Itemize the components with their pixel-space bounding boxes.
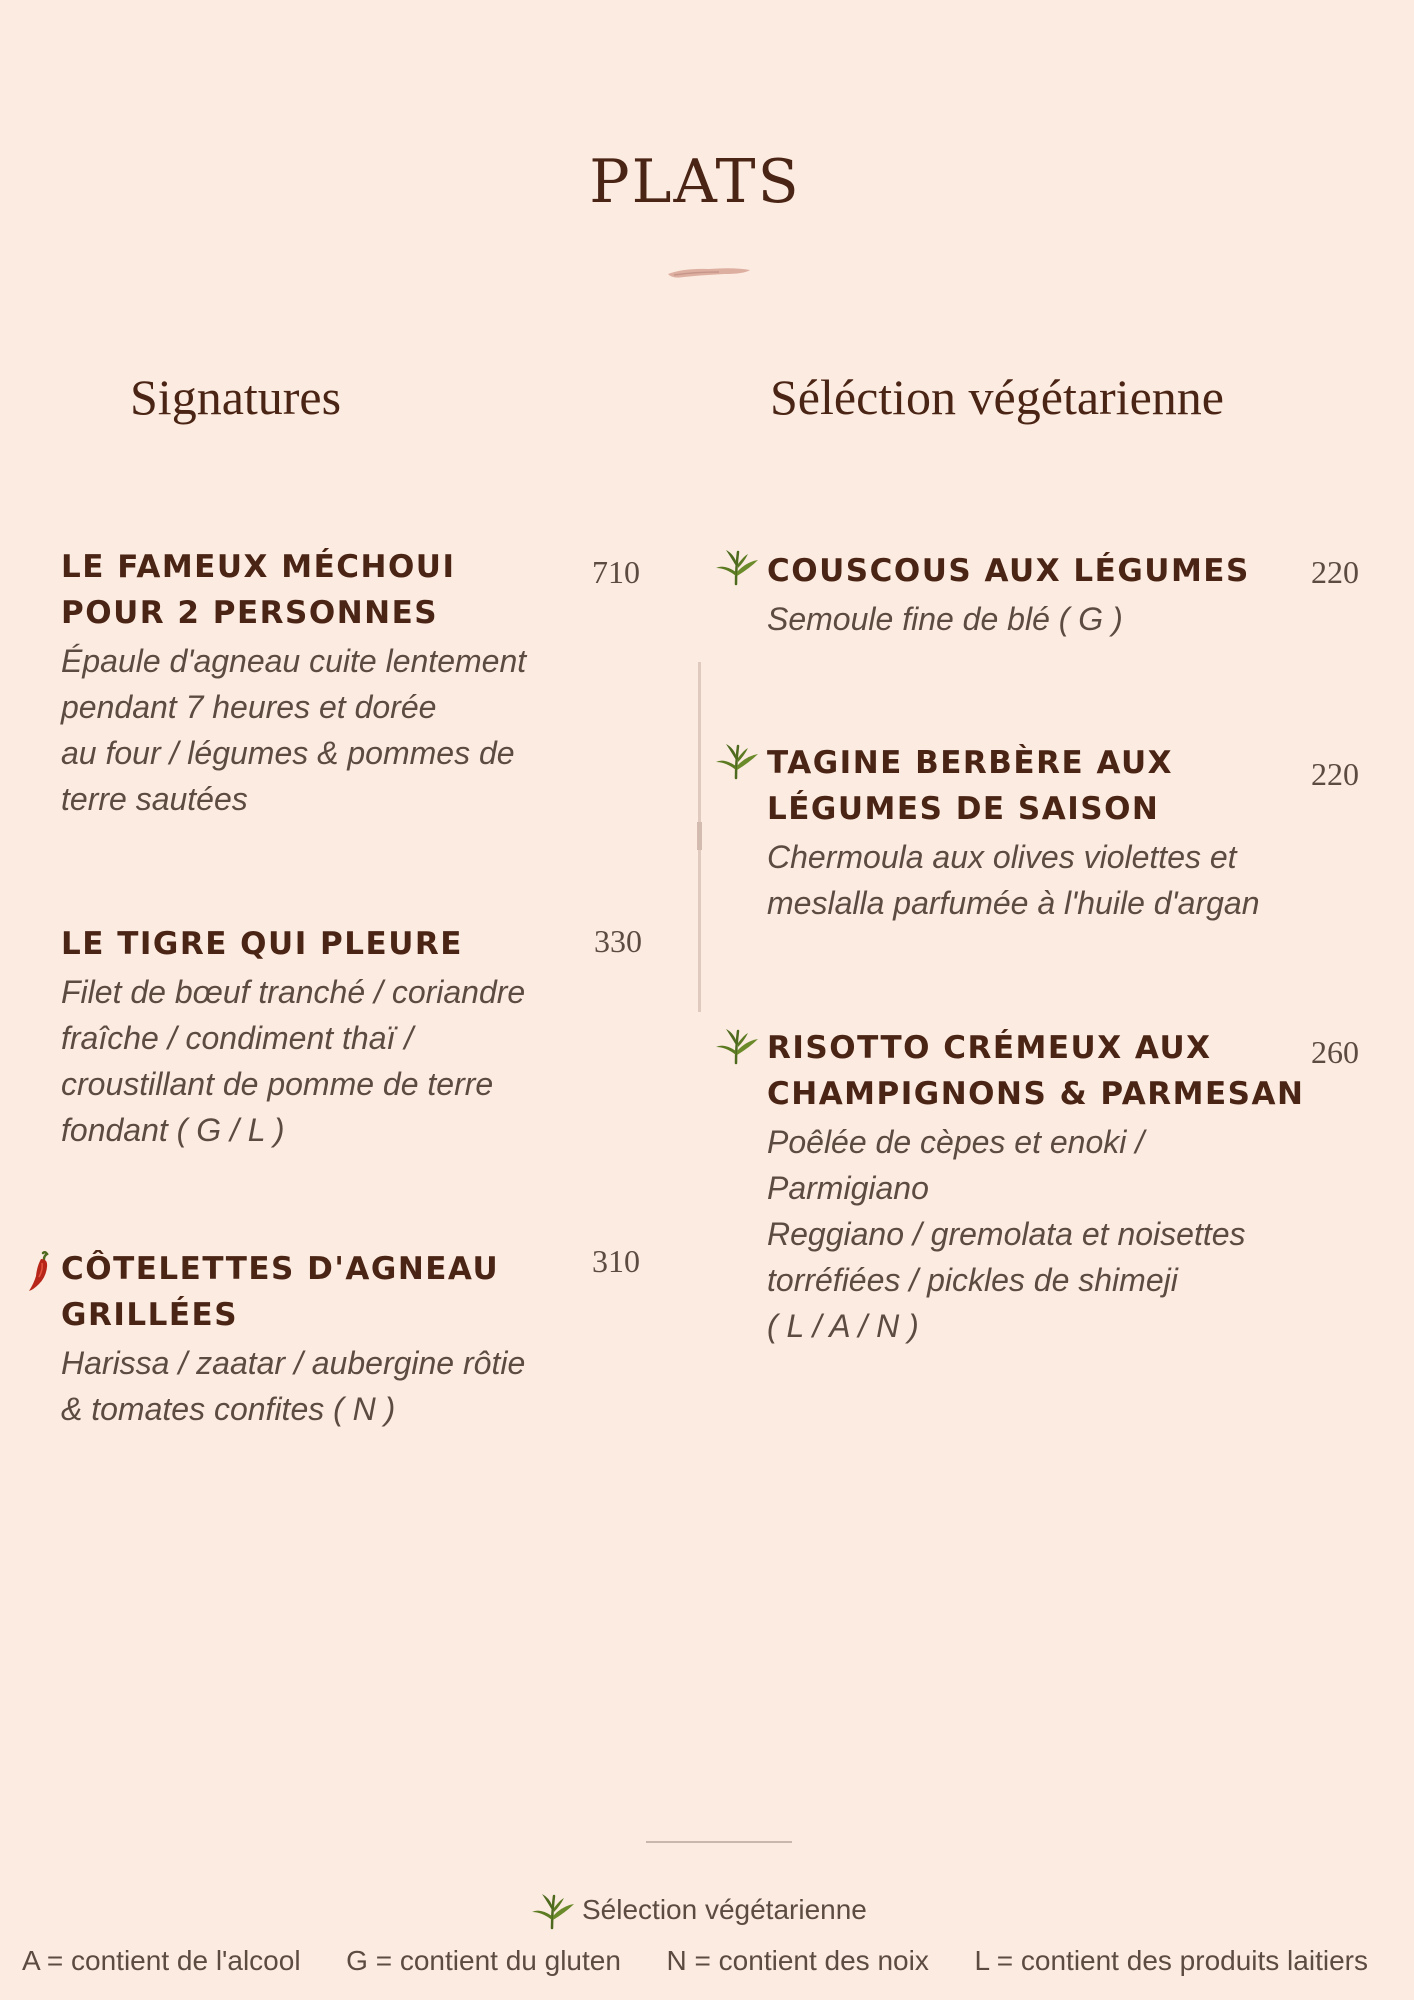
allergen-dairy: L = contient des produits laitiers — [974, 1945, 1368, 1976]
brush-stroke-decoration — [664, 262, 754, 282]
dish-desc-line: fraîche / condiment thaï / — [61, 1020, 414, 1056]
dish-couscous-legumes — [767, 548, 1307, 642]
dish-name — [767, 548, 1307, 594]
dish-desc-line: au four / légumes & pommes de — [61, 735, 515, 771]
dish-desc-line: Reggiano / gremolata et noisettes — [767, 1216, 1246, 1252]
chili-pepper-icon — [27, 1250, 53, 1294]
column-divider-mark — [697, 822, 702, 850]
dish-desc-line: Harissa / zaatar / aubergine rôtie — [61, 1345, 526, 1381]
dish-mechoui — [61, 544, 561, 822]
dish-desc-line: terre sautées — [61, 781, 248, 817]
dish-price: 260 — [1311, 1034, 1359, 1070]
dish-description — [767, 1119, 1307, 1349]
dish-name-line: COUSCOUS AUX LÉGUMES — [767, 553, 1250, 589]
dish-risotto-champignons — [767, 1025, 1307, 1349]
dish-description — [61, 638, 561, 822]
dish-desc-line: pendant 7 heures et dorée — [61, 689, 437, 725]
dish-price: 330 — [594, 923, 642, 959]
dish-desc-line: Filet de bœuf tranché / coriandre — [61, 974, 526, 1010]
dish-name-line: LE FAMEUX MÉCHOUI — [61, 549, 456, 585]
dish-description — [61, 969, 561, 1153]
dish-name-line: CÔTELETTES D'AGNEAU — [61, 1251, 500, 1287]
dish-desc-line: torréfiées / pickles de shimeji — [767, 1262, 1178, 1298]
dish-desc-line: croustillant de pomme de terre — [61, 1066, 494, 1102]
dish-name — [767, 740, 1307, 832]
dish-desc-line: Poêlée de cèpes et enoki / Parmigiano — [767, 1124, 1145, 1206]
dish-description — [61, 1340, 561, 1432]
dish-name — [767, 1025, 1307, 1117]
dish-name-line: GRILLÉES — [61, 1297, 239, 1333]
dish-name-line: RISOTTO CRÉMEUX AUX — [767, 1030, 1212, 1066]
allergen-gluten: G = contient du gluten — [346, 1945, 621, 1976]
dish-desc-line: fondant ( G / L ) — [61, 1112, 285, 1148]
dish-description — [767, 596, 1307, 642]
legend-vegetarian — [530, 1888, 867, 1932]
dish-price: 310 — [592, 1243, 640, 1279]
leaf-sprout-icon — [530, 1890, 576, 1930]
section-title-signatures: Signatures — [130, 369, 342, 425]
dish-desc-line: ( L / A / N ) — [767, 1308, 919, 1344]
dish-cotelettes-agneau — [61, 1246, 561, 1432]
section-title-vegetarian: Séléction végétarienne — [770, 369, 1224, 425]
dish-name-line: CHAMPIGNONS & PARMESAN — [767, 1076, 1305, 1112]
dish-name-line: POUR 2 PERSONNES — [61, 595, 439, 631]
allergen-legend — [0, 1945, 1390, 1977]
allergen-alcohol: A = contient de l'alcool — [22, 1945, 301, 1976]
dish-name — [61, 1246, 561, 1338]
dish-price: 220 — [1311, 554, 1359, 590]
legend-vegetarian-label: Sélection végétarienne — [582, 1894, 867, 1925]
dish-description — [767, 834, 1307, 926]
dish-name-line: LE TIGRE QUI PLEURE — [61, 926, 463, 962]
page-title: PLATS — [589, 147, 801, 217]
dish-name — [61, 921, 561, 967]
allergen-nuts: N = contient des noix — [666, 1945, 929, 1976]
dish-desc-line: Épaule d'agneau cuite lentement — [61, 643, 527, 679]
dish-desc-line: & tomates confites ( N ) — [61, 1391, 396, 1427]
dish-tagine-berbere — [767, 740, 1307, 926]
dish-price: 710 — [592, 554, 640, 590]
dish-name — [61, 544, 561, 636]
leaf-sprout-icon — [714, 740, 760, 780]
leaf-sprout-icon — [714, 546, 760, 586]
dish-desc-line: Chermoula aux olives violettes et — [767, 839, 1237, 875]
dish-name-line: LÉGUMES DE SAISON — [767, 791, 1160, 827]
dish-desc-line: Semoule fine de blé ( G ) — [767, 601, 1123, 637]
leaf-sprout-icon — [714, 1025, 760, 1065]
dish-tigre-qui-pleure — [61, 921, 561, 1153]
footer-divider — [646, 1841, 792, 1843]
dish-price: 220 — [1311, 756, 1359, 792]
dish-name-line: TAGINE BERBÈRE AUX — [767, 745, 1174, 781]
dish-desc-line: meslalla parfumée à l'huile d'argan — [767, 885, 1260, 921]
